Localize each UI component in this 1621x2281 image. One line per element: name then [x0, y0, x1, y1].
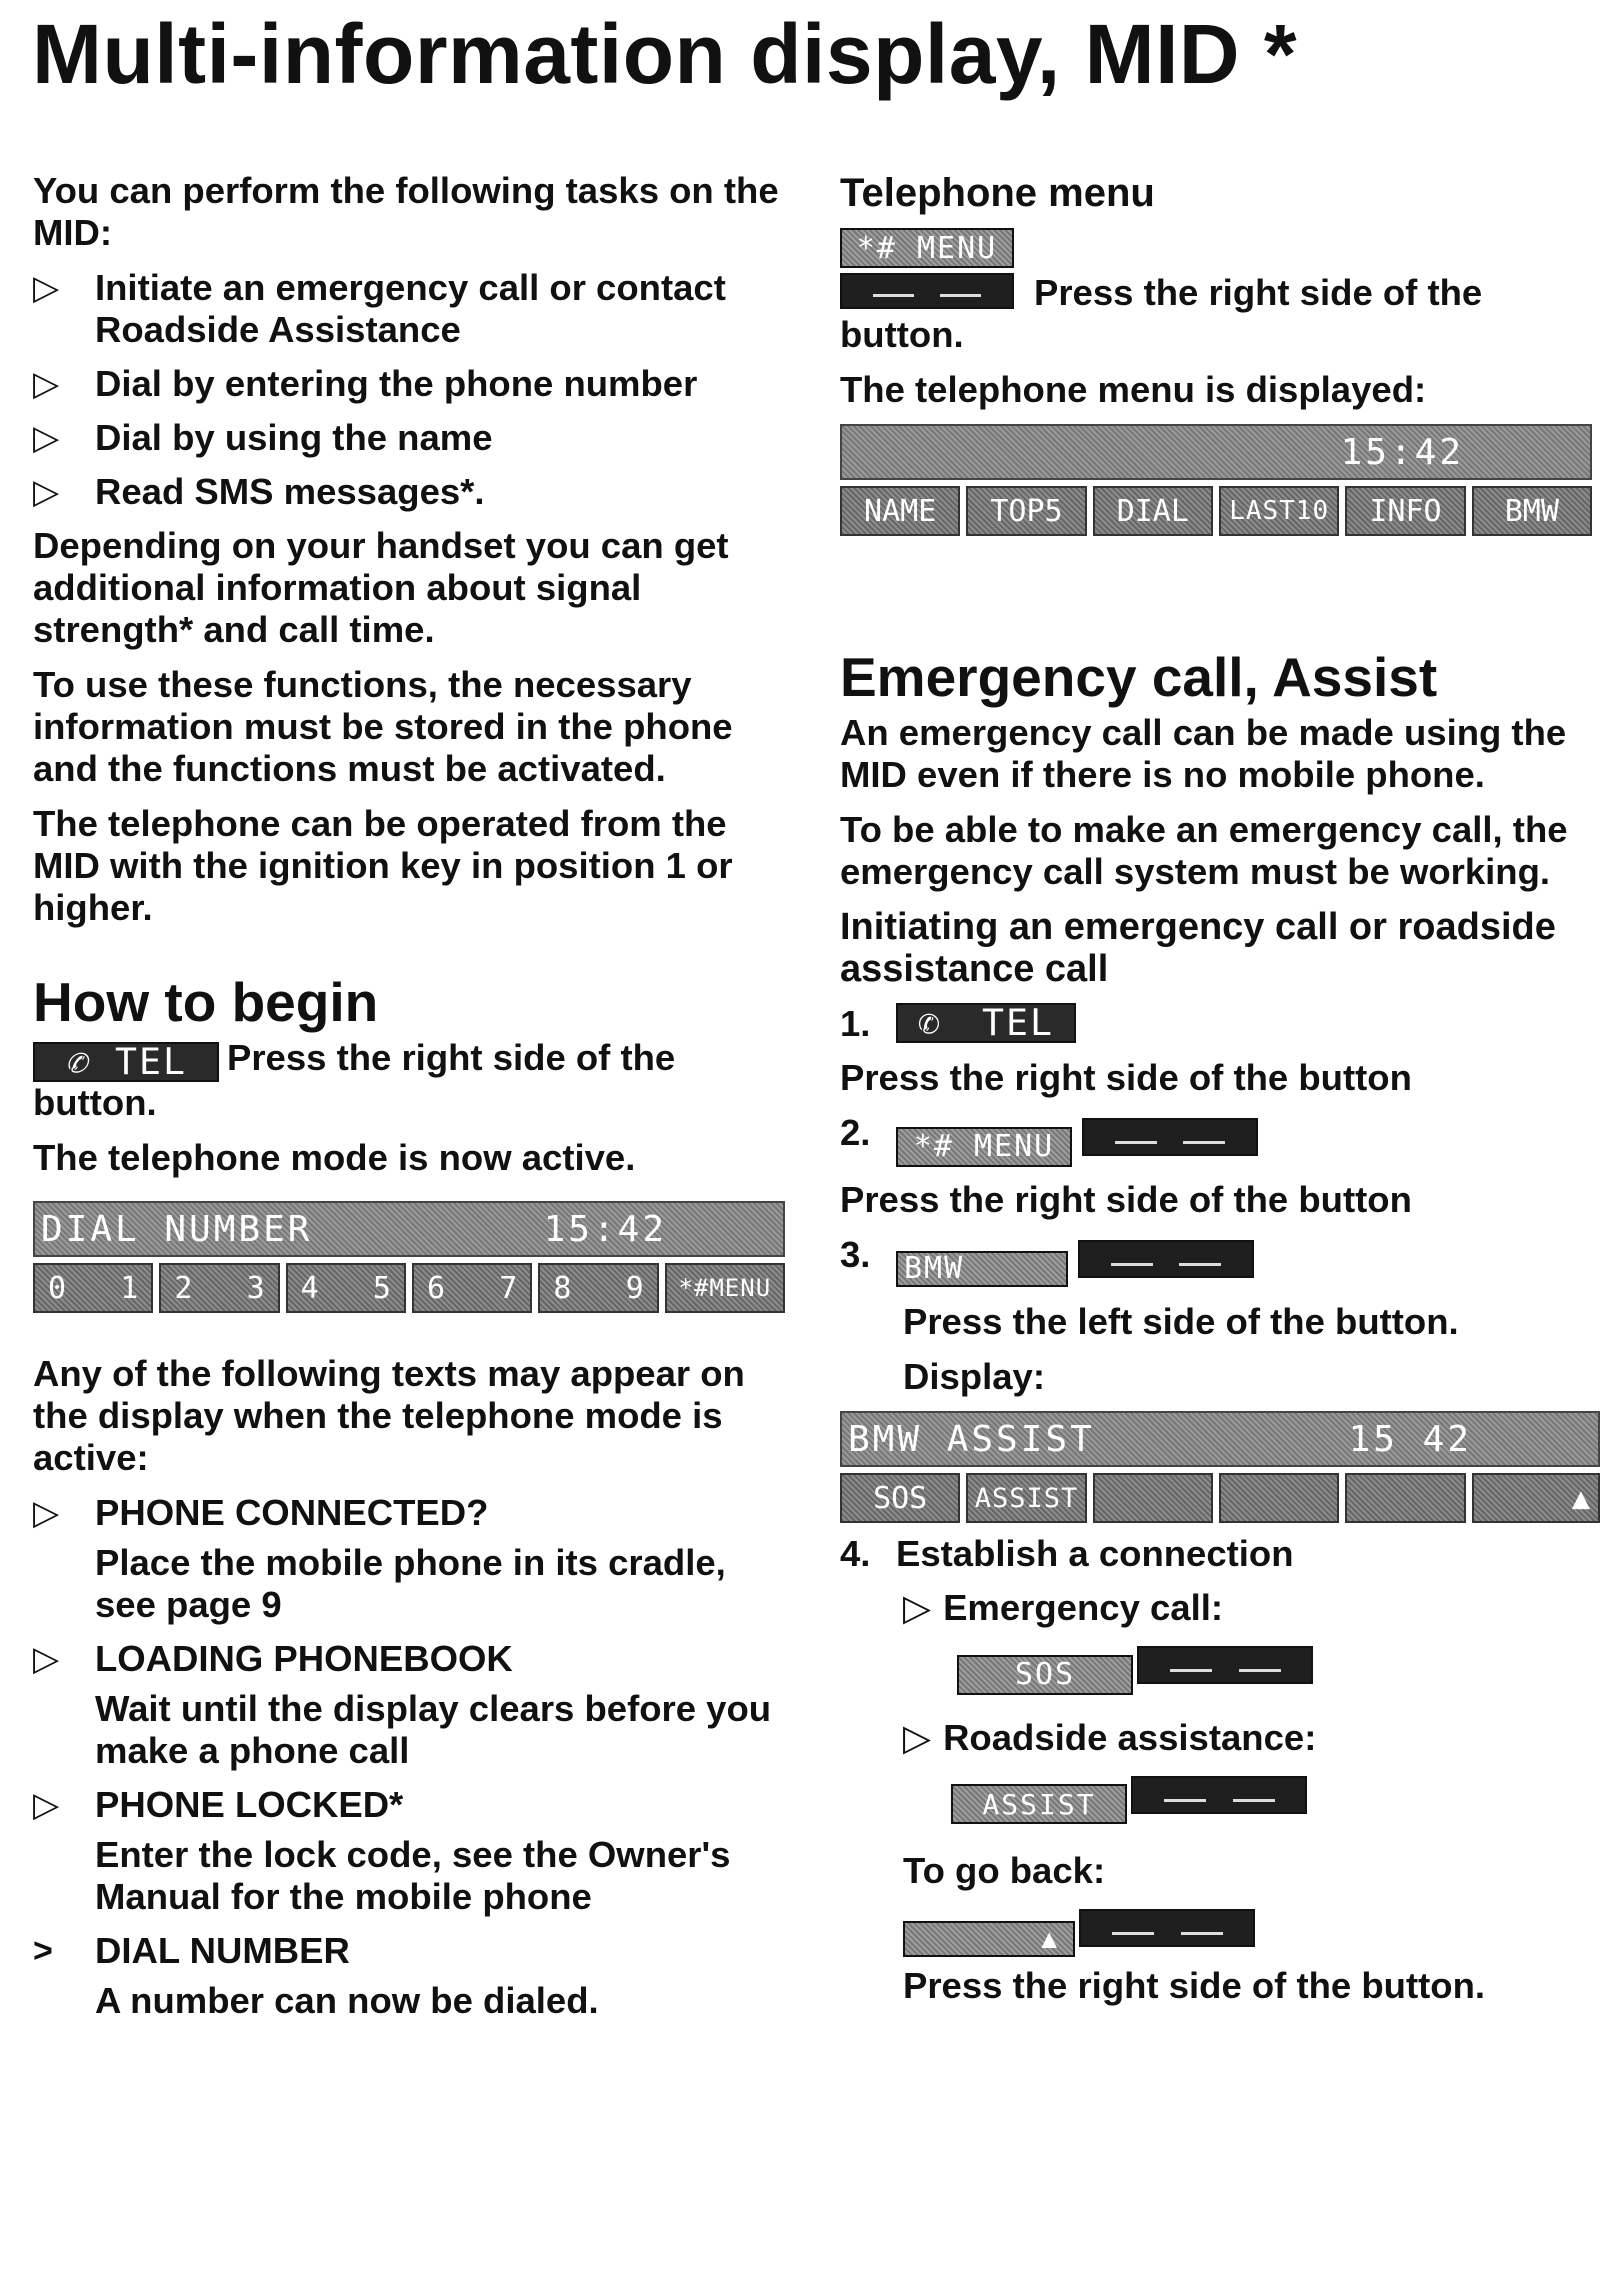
rocker-button-icon[interactable] [1078, 1240, 1254, 1278]
step-2-text: Press the right side of the button [840, 1179, 1412, 1220]
list-item: ▷ PHONE CONNECTED? Place the mobile phone in its cradle, see page 9 [33, 1492, 726, 1625]
bmw-assist-display [840, 1411, 1600, 1523]
rocker-button-icon[interactable] [1082, 1118, 1258, 1156]
emergency-para-2: To be able to make an emergency call, the emergency call system must be working. [840, 809, 1568, 892]
list-item: ▷ Read SMS messages*. [33, 471, 485, 512]
display-label: Display: [903, 1356, 1045, 1397]
step-1-text: Press the right side of the button [840, 1057, 1412, 1098]
message-list [33, 1492, 793, 2022]
assist-button-label: ASSIST [951, 1784, 1127, 1824]
functions-text: To use these functions, the necessary information must be stored in the phone and the functions must be activated. [33, 664, 733, 789]
softkey-last10[interactable]: LAST10 [1219, 486, 1339, 536]
lcd-line-text: DIAL NUMBER [41, 1208, 313, 1250]
emergency-heading: Emergency call, Assist [840, 646, 1438, 708]
back-button-group [903, 1905, 1600, 1957]
softkey-digits-89[interactable]: 8 9 [538, 1263, 658, 1313]
softkey-dial[interactable]: DIAL [1093, 486, 1213, 536]
softkey-info[interactable]: INFO [1345, 486, 1465, 536]
step-1: 1. ✆ TEL [840, 1003, 1600, 1045]
list-item: ▷ Dial by entering the phone number [33, 363, 698, 404]
left-column [33, 170, 793, 2034]
softkey-top5[interactable]: TOP5 [966, 486, 1086, 536]
softkey-empty-4[interactable] [1219, 1473, 1339, 1523]
telephone-menu-display [840, 424, 1592, 536]
dial-number-display [33, 1201, 785, 1313]
softkey-empty-3[interactable] [1093, 1473, 1213, 1523]
list-item: ▷ LOADING PHONEBOOK Wait until the display clears before you make a phone call [33, 1638, 772, 1771]
lcd-clock: 15:42 [543, 1208, 667, 1250]
chevron-bullet-icon: > [33, 1932, 53, 1970]
emergency-call-option [903, 1587, 1600, 2007]
triangle-bullet-icon: ▷ [33, 419, 60, 457]
phone-handset-icon: ✆ [65, 1040, 90, 1083]
mode-active-text: The telephone mode is now active. [33, 1137, 636, 1178]
roadside-label: ▷ Roadside assistance: [903, 1716, 1317, 1758]
how-to-begin-text: ✆ TEL Press the right side of the button. [33, 1037, 676, 1123]
lcd-status-row [840, 424, 1592, 480]
sos-button-label: SOS [957, 1655, 1133, 1695]
lcd-softkey-row [840, 486, 1592, 536]
triangle-bullet-icon: ▷ [33, 473, 60, 511]
menu-button-label: *# MENU [896, 1127, 1072, 1167]
softkey-menu[interactable]: *#MENU [665, 1263, 785, 1313]
softkey-empty-5[interactable] [1345, 1473, 1465, 1523]
softkey-name[interactable]: NAME [840, 486, 960, 536]
softkey-assist[interactable]: ASSIST [966, 1473, 1086, 1523]
triangle-bullet-icon: ▷ [33, 1786, 60, 1824]
go-back-text: Press the right side of the button. [903, 1965, 1486, 2006]
go-back-label: To go back: [903, 1850, 1106, 1891]
lcd-line-text: BMW ASSIST [848, 1418, 1095, 1460]
softkey-digits-23[interactable]: 2 3 [159, 1263, 279, 1313]
tel-button[interactable]: ✆ TEL [33, 1042, 219, 1082]
up-arrow-icon: ▲ [903, 1921, 1075, 1957]
triangle-bullet-icon: ▷ [33, 365, 60, 403]
softkey-sos[interactable]: SOS [840, 1473, 960, 1523]
assist-button-group [951, 1772, 1600, 1825]
right-column [840, 170, 1600, 2020]
triangle-bullet-icon: ▷ [33, 1640, 60, 1678]
lcd-softkey-row [840, 1473, 1600, 1523]
list-item: ▷ Dial by using the name [33, 417, 493, 458]
lcd-status-row [33, 1201, 785, 1257]
step-3-text: Press the left side of the button. [903, 1301, 1459, 1342]
lcd-clock: 15:42 [1340, 431, 1464, 473]
bmw-button-label: BMW [896, 1251, 1068, 1287]
ignition-text: The telephone can be operated from the MID with the ignition key in position 1 or higher. [33, 803, 733, 928]
triangle-bullet-icon: ▷ [903, 1587, 932, 1628]
step-2: 2. *# MENU [840, 1112, 1600, 1167]
step-4: 4. Establish a connection [840, 1533, 1294, 1574]
back-arrow-icon[interactable]: ▲ [1472, 1473, 1600, 1523]
rocker-button-icon[interactable] [1131, 1776, 1307, 1814]
list-item: ▷ PHONE LOCKED* Enter the lock code, see the Owner's Manual for the mobile phone [33, 1784, 731, 1917]
texts-intro: Any of the following texts may appear on the display when the telephone mode is active: [33, 1353, 745, 1478]
lcd-softkey-row [33, 1263, 785, 1313]
step-3: 3. BMW [840, 1234, 1600, 1287]
lcd-status-row [840, 1411, 1600, 1467]
signal-info-text: Depending on your handset you can get additional information about signal strength* and call time. [33, 525, 729, 650]
intro-text: You can perform the following tasks on the MID: [33, 170, 779, 253]
list-item: ▷ Initiate an emergency call or contact Roadside Assistance [33, 267, 726, 350]
menu-button-label: *# MENU [840, 228, 1014, 268]
triangle-bullet-icon: ▷ [903, 1716, 932, 1758]
list-item: > DIAL NUMBER A number can now be dialed. [33, 1930, 599, 2021]
menu-displayed-text: The telephone menu is displayed: [840, 369, 1427, 410]
page-title: Multi-information display, MID * [32, 7, 1298, 101]
rocker-button-icon[interactable] [840, 273, 1014, 309]
telephone-menu-heading: Telephone menu [840, 171, 1155, 215]
menu-press-text: Press the right side of the button. [840, 272, 1483, 355]
rocker-button-icon[interactable] [1137, 1646, 1313, 1684]
task-list [33, 267, 793, 513]
softkey-bmw[interactable]: BMW [1472, 486, 1592, 536]
tel-button[interactable]: ✆ TEL [896, 1003, 1076, 1043]
emergency-para-1: An emergency call can be made using the MID even if there is no mobile phone. [840, 712, 1567, 795]
triangle-bullet-icon: ▷ [33, 1494, 60, 1532]
softkey-digits-67[interactable]: 6 7 [412, 1263, 532, 1313]
phone-handset-icon: ✆ [918, 1001, 943, 1044]
lcd-clock: 15 42 [1348, 1418, 1472, 1460]
sos-button-group [957, 1642, 1600, 1695]
how-to-begin-heading: How to begin [33, 971, 379, 1033]
rocker-button-icon[interactable] [1079, 1909, 1255, 1947]
initiating-heading: Initiating an emergency call or roadside assistance call [840, 906, 1556, 990]
emergency-call-label: ▷ Emergency call: [903, 1587, 1224, 1628]
softkey-digits-01[interactable]: 0 1 [33, 1263, 153, 1313]
triangle-bullet-icon: ▷ [33, 269, 60, 307]
softkey-digits-45[interactable]: 4 5 [286, 1263, 406, 1313]
